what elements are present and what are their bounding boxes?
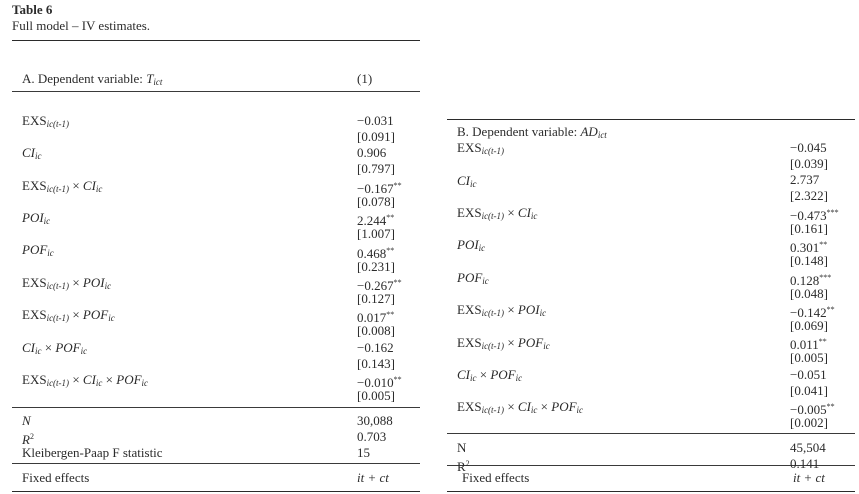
panel-b-stat-n-value: 45,504 bbox=[790, 440, 826, 455]
standard-error-value: [0.041] bbox=[790, 383, 828, 398]
significance-stars: ** bbox=[826, 305, 835, 314]
table-caption-subtitle: Full model – IV estimates. bbox=[12, 18, 151, 33]
panel-a-stat-r2-label: $R^2$ bbox=[22, 432, 34, 447]
coefficient-number: 2.737 bbox=[790, 172, 820, 187]
standard-error-value: [0.008] bbox=[357, 323, 395, 338]
coefficient-number: −0.051 bbox=[790, 367, 827, 382]
significance-stars: *** bbox=[819, 273, 832, 282]
standard-error-value: [0.231] bbox=[357, 259, 395, 274]
coefficient-number: 0.301 bbox=[790, 240, 820, 255]
panel-a-heading: A. Dependent variable: $T_{ict}$ bbox=[22, 71, 163, 87]
panel-b-fixed-effects-value: it + ct bbox=[793, 470, 825, 485]
coefficient-number: −0.162 bbox=[357, 340, 394, 355]
panel-b-label-poi: $POI_{ic}$ bbox=[457, 237, 486, 253]
significance-stars: ** bbox=[393, 278, 402, 287]
significance-stars: ** bbox=[386, 246, 395, 255]
panel-b-label-exs-x-pof: $EXS_{ic(t-1)} \times POF_{ic}$ bbox=[457, 335, 550, 351]
panel-a-bottom-rule bbox=[12, 491, 420, 492]
coefficient-value bbox=[357, 145, 386, 161]
panel-b-heading: B. Dependent variable: $AD_{ict}$ bbox=[457, 124, 607, 140]
standard-error-value: [0.048] bbox=[790, 286, 828, 301]
panel-b-stat-r2-label: $R^2$ bbox=[457, 459, 470, 474]
panel-a-stat-r2-value: 0.703 bbox=[357, 429, 387, 444]
coefficient-number: 0.017 bbox=[357, 310, 387, 325]
panel-a-label-pof: $POF_{ic}$ bbox=[22, 242, 54, 258]
panel-b-stat-r2-clip bbox=[450, 454, 855, 474]
standard-error-value: [0.148] bbox=[790, 253, 828, 268]
significance-stars: *** bbox=[826, 208, 839, 217]
panel-a-label-exs-x-ci-x-pof: $EXS_{ic(t-1)} \times CI_{ic} \times POF_{ic}$ bbox=[22, 372, 149, 388]
panel-b-bottom-rule bbox=[447, 491, 855, 492]
panel-b-label-ci: $CI_{ic}$ bbox=[457, 173, 477, 189]
panel-b-label-pof: $POF_{ic}$ bbox=[457, 270, 489, 286]
standard-error-value: [0.797] bbox=[357, 161, 395, 176]
standard-error-value: [0.143] bbox=[357, 356, 395, 371]
significance-stars: ** bbox=[393, 375, 402, 384]
coefficient-number: −0.045 bbox=[790, 140, 827, 155]
standard-error-value: [1.007] bbox=[357, 226, 395, 241]
panel-a-label-ci: $CI_{ic}$ bbox=[22, 145, 42, 161]
panel-a-label-poi: $POI_{ic}$ bbox=[22, 210, 51, 226]
panel-a-stat-n-label: N bbox=[22, 413, 31, 428]
coefficient-value bbox=[357, 340, 394, 356]
coefficient-number: 0.011 bbox=[790, 337, 819, 352]
coefficient-value bbox=[790, 172, 819, 188]
panel-b-label-exs: $EXS_{ic(t-1)}$ bbox=[457, 140, 505, 156]
panel-b-stat-r2-value: 0.141 bbox=[790, 456, 820, 471]
standard-error-value: [2.322] bbox=[790, 188, 828, 203]
standard-error-value: [0.078] bbox=[357, 194, 395, 209]
panel-a-fixed-effects-value: it + ct bbox=[357, 470, 389, 485]
panel-a-stat-kp-label: Kleibergen-Paap F statistic bbox=[22, 445, 163, 460]
panel-b-label-exs-x-poi: $EXS_{ic(t-1)} \times POI_{ic}$ bbox=[457, 302, 547, 318]
panel-b-fixed-effects-label: Fixed effects bbox=[462, 470, 530, 485]
panel-a-fixed-effects-label: Fixed effects bbox=[22, 470, 90, 485]
table-caption-title: Table 6 bbox=[12, 2, 53, 17]
significance-stars: ** bbox=[818, 337, 827, 346]
standard-error-value: [0.005] bbox=[357, 388, 395, 403]
coefficient-value bbox=[790, 140, 827, 156]
panel-a-label-exs-x-ci: $EXS_{ic(t-1)} \times CI_{ic}$ bbox=[22, 178, 103, 194]
panel-b-stats-rule bbox=[447, 433, 855, 434]
panel-a-fe-rule bbox=[12, 463, 420, 464]
significance-stars: ** bbox=[386, 310, 395, 319]
standard-error-value: [0.069] bbox=[790, 318, 828, 333]
panel-b-label-exs-x-ci-x-pof: $EXS_{ic(t-1)} \times CI_{ic} \times POF_{ic}$ bbox=[457, 399, 584, 415]
coefficient-number: −0.142 bbox=[790, 305, 827, 320]
coefficient-number: 0.128 bbox=[790, 273, 820, 288]
coefficient-number: 2.244 bbox=[357, 213, 387, 228]
coefficient-number: −0.267 bbox=[357, 278, 394, 293]
significance-stars: ** bbox=[826, 402, 835, 411]
standard-error-value: [0.002] bbox=[790, 415, 828, 430]
panel-a-top-rule bbox=[12, 40, 420, 41]
panel-a-label-ci-x-pof: $CI_{ic} \times POF_{ic}$ bbox=[22, 340, 88, 356]
standard-error-value: [0.161] bbox=[790, 221, 828, 236]
significance-stars: ** bbox=[819, 240, 828, 249]
panel-a-stat-n-value: 30,088 bbox=[357, 413, 393, 428]
significance-stars: ** bbox=[393, 181, 402, 190]
coefficient-value bbox=[357, 113, 394, 129]
coefficient-number: −0.473 bbox=[790, 208, 827, 223]
standard-error-value: [0.127] bbox=[357, 291, 395, 306]
panel-a-label-exs-x-poi: $EXS_{ic(t-1)} \times POI_{ic}$ bbox=[22, 275, 112, 291]
panel-a-column-header: (1) bbox=[357, 71, 373, 86]
standard-error-value: [0.039] bbox=[790, 156, 828, 171]
coefficient-value bbox=[790, 367, 827, 383]
significance-stars: ** bbox=[386, 213, 395, 222]
standard-error-value: [0.005] bbox=[790, 350, 828, 365]
panel-b-label-ci-x-pof: $CI_{ic} \times POF_{ic}$ bbox=[457, 367, 523, 383]
panel-a-stats-rule bbox=[12, 407, 420, 408]
standard-error-value: [0.091] bbox=[357, 129, 395, 144]
coefficient-number: −0.010 bbox=[357, 375, 394, 390]
panel-b-top-rule bbox=[447, 119, 855, 120]
panel-a-stat-kp-value: 15 bbox=[357, 445, 370, 460]
coefficient-number: 0.468 bbox=[357, 246, 387, 261]
panel-a-header-rule bbox=[12, 91, 420, 92]
panel-b-stat-n-label: N bbox=[457, 440, 467, 455]
coefficient-number: −0.167 bbox=[357, 181, 394, 196]
coefficient-number: 0.906 bbox=[357, 145, 387, 160]
panel-a-label-exs-x-pof: $EXS_{ic(t-1)} \times POF_{ic}$ bbox=[22, 307, 115, 323]
panel-b-label-exs-x-ci: $EXS_{ic(t-1)} \times CI_{ic}$ bbox=[457, 205, 538, 221]
coefficient-number: −0.005 bbox=[790, 402, 827, 417]
coefficient-number: −0.031 bbox=[357, 113, 394, 128]
panel-a-label-exs: $EXS_{ic(t-1)}$ bbox=[22, 113, 70, 129]
